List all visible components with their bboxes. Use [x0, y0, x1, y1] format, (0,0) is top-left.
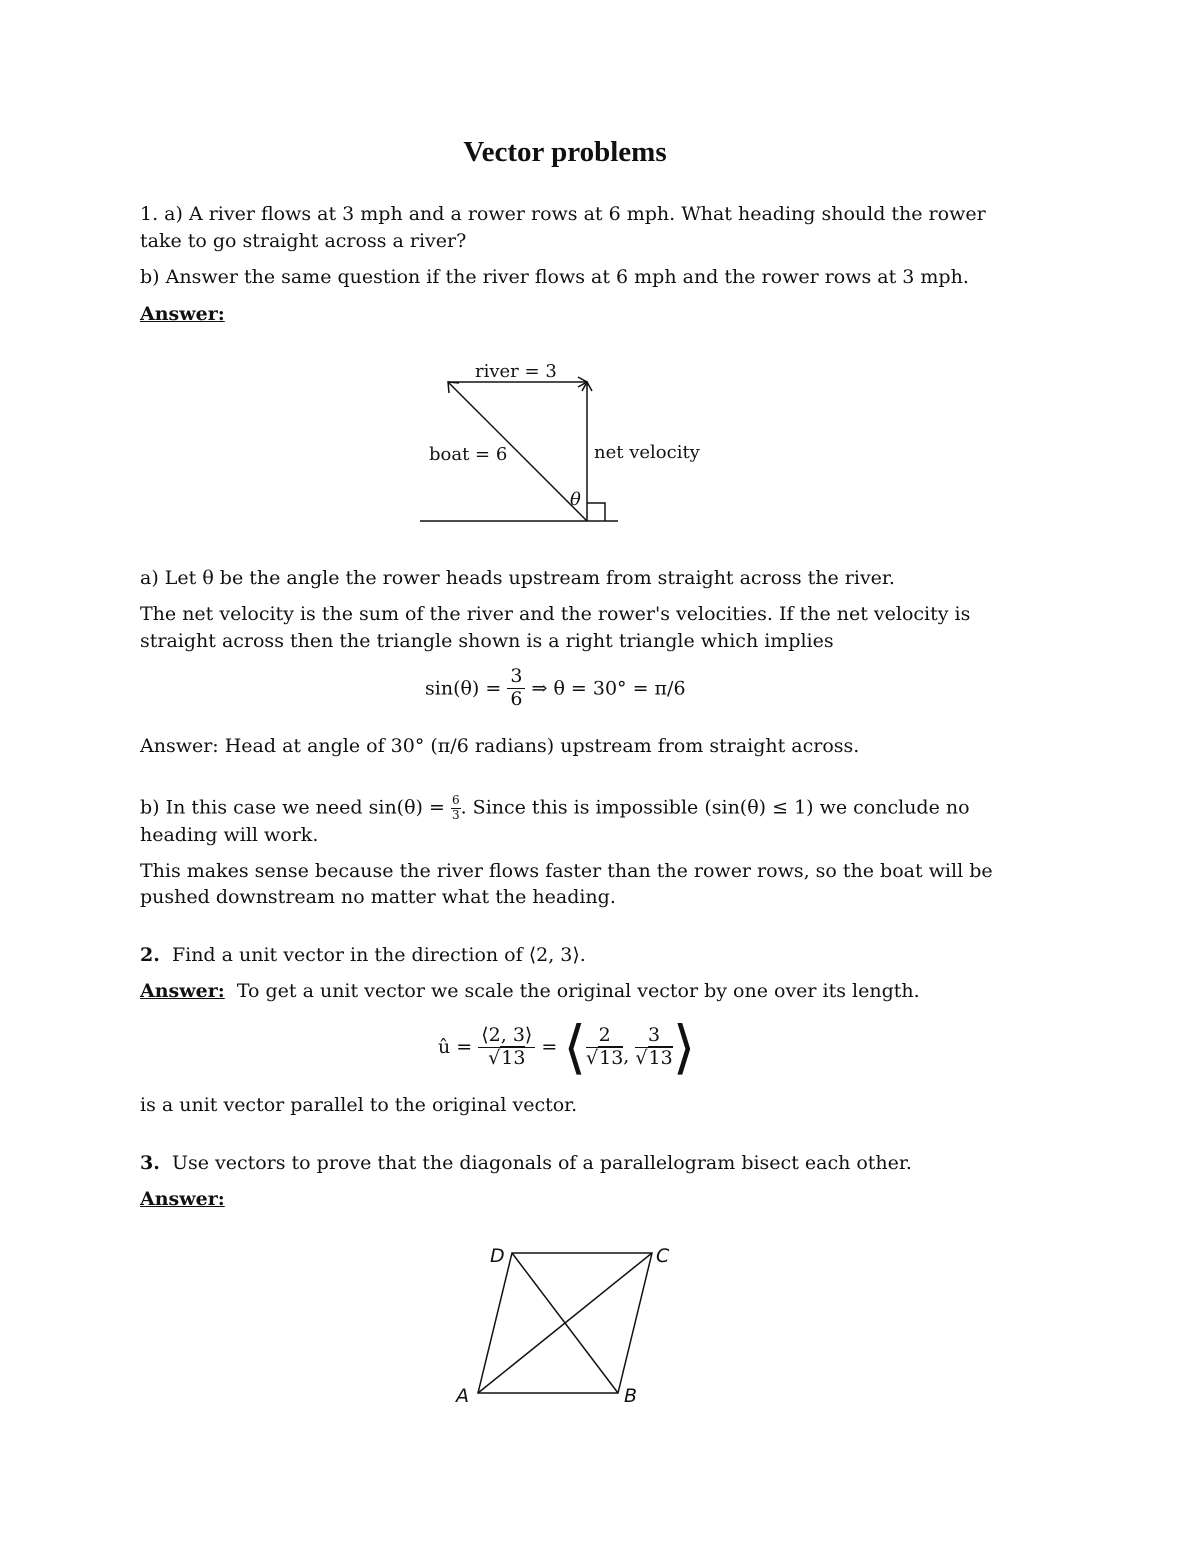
sine-equation-lhs: sin(θ) = [425, 677, 502, 700]
problem-1-b-line-1 [140, 794, 970, 823]
problem-2-answer-text: To get a unit vector we scale the original vector by one over its length. [236, 980, 920, 1002]
six-thirds-numerator: 6 [451, 793, 460, 807]
vertex-label-b: B [624, 1385, 638, 1407]
parallelogram-diagram [440, 1235, 700, 1415]
first-component-fraction [586, 1025, 623, 1070]
sense-line-2: pushed downstream no matter what the heading. [140, 886, 616, 908]
problem-2-answer-line [140, 980, 920, 1002]
problem-3-number: 3. [140, 1152, 160, 1174]
unit-vector-lhs: û = [438, 1036, 473, 1058]
problem-1-b-line-2: heading will work. [140, 824, 319, 846]
second-component-numerator: 3 [635, 1025, 672, 1048]
unit-vector-denominator: √13 [488, 1046, 526, 1069]
problem-2-number: 2. [140, 944, 160, 966]
sine-equation-rhs: ⇒ θ = 30° = π/6 [531, 677, 686, 700]
unit-vector-numerator: ⟨2, 3⟩ [478, 1025, 535, 1048]
net-velocity-line-1: The net velocity is the sum of the river and the rower's velocities. If the net velocity is [140, 603, 971, 625]
right-angle-marker [587, 503, 605, 521]
left-angle-bracket: ⟨ [563, 1013, 586, 1081]
problem-2-question: Find a unit vector in the direction of ⟨2, 3⟩. [171, 944, 586, 966]
diagonal-bd [512, 1253, 618, 1393]
problem-1-part-b: b) Answer the same question if the river flows at 6 mph and the rower rows at 3 mph. [140, 266, 969, 288]
problem-3-answer-label: Answer: [140, 1188, 225, 1210]
boat-label: boat = 6 [429, 444, 508, 465]
problem-3-question-line [140, 1152, 912, 1174]
net-velocity-line-2: straight across then the triangle shown is a right triangle which implies [140, 630, 834, 652]
right-angle-bracket: ⟩ [672, 1013, 696, 1081]
problem-1-answer-label: Answer: [140, 303, 225, 325]
sine-equation [425, 666, 686, 711]
vertex-label-c: C [656, 1245, 670, 1267]
unit-vector-equals: = [541, 1036, 558, 1058]
problem-2-conclusion: is a unit vector parallel to the original vector. [140, 1094, 578, 1116]
problem-2-answer-label: Answer: [140, 980, 225, 1002]
second-component-denominator: √13 [635, 1046, 673, 1069]
net-velocity-label: net velocity [594, 442, 700, 463]
unit-vector-equation [438, 1013, 696, 1081]
sine-fraction-denominator: 6 [510, 687, 523, 710]
vertex-label-a: A [456, 1385, 469, 1407]
problem-1-b-pre: b) In this case we need sin(θ) = [140, 796, 445, 819]
six-thirds-fraction [451, 794, 461, 823]
first-component-radicand: 13 [599, 1046, 624, 1069]
first-component-numerator: 2 [586, 1025, 623, 1048]
second-component-radicand: 13 [648, 1046, 673, 1069]
component-comma: , [623, 1045, 630, 1067]
second-component-fraction [635, 1025, 672, 1070]
problem-2-question-line [140, 944, 586, 966]
six-thirds-denominator: 3 [451, 807, 460, 822]
unit-vector-fraction [478, 1025, 535, 1070]
problem-1-a-answer: Answer: Head at angle of 30° (π/6 radians) upstream from straight across. [140, 735, 860, 757]
sine-fraction-numerator: 3 [507, 666, 525, 689]
unit-vector-radicand: 13 [501, 1046, 526, 1069]
sine-fraction [507, 666, 525, 711]
vertex-label-d: D [490, 1245, 505, 1267]
problem-1-b-post: . Since this is impossible (sin(θ) ≤ 1) we conclude no [460, 796, 970, 819]
sense-line-1: This makes sense because the river flows faster than the rower rows, so the boat will be [140, 860, 993, 882]
river-label: river = 3 [475, 361, 557, 382]
first-component-denominator: √13 [586, 1046, 624, 1069]
problem-1-a-intro: a) Let θ be the angle the rower heads upstream from straight across the river. [140, 567, 895, 589]
theta-label: θ [570, 489, 581, 510]
river-triangle-diagram [410, 350, 730, 540]
problem-3-question: Use vectors to prove that the diagonals of a parallelogram bisect each other. [171, 1152, 912, 1174]
problem-1-part-a-line-1: 1. a) A river flows at 3 mph and a rower rows at 6 mph. What heading should the rower [140, 203, 986, 225]
problem-1-part-a-line-2: take to go straight across a river? [140, 230, 467, 252]
page-title: Vector problems [463, 136, 667, 168]
